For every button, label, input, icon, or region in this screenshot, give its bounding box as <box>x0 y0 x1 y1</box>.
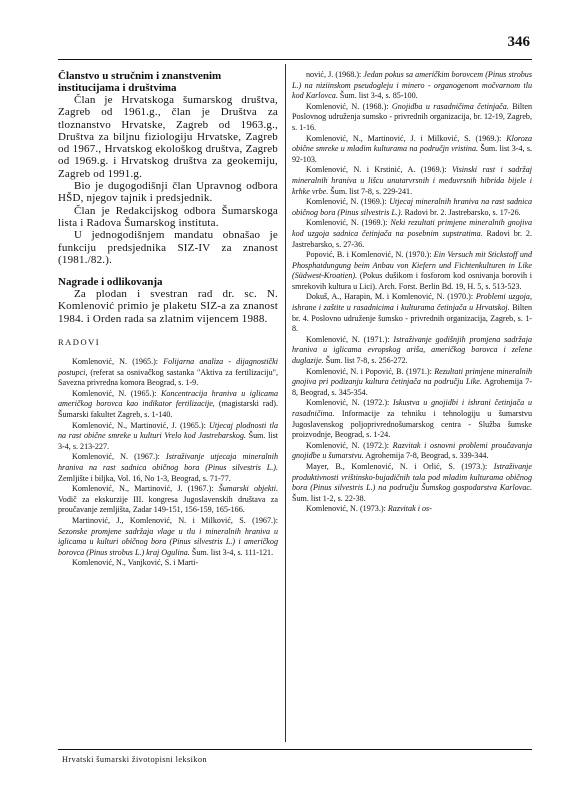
reference-title: Istraživanje utjecaja mineralnih hraniva na rast sadnica običnog bora (Pinus silvestris L.). <box>58 452 278 472</box>
reference-entry <box>58 558 278 569</box>
reference-authors: Komlenović, N. (1968.): <box>306 101 392 111</box>
membership-paragraph: Bio je dugogodišnji član Upravnog odbora HŠD, njegov tajnik i predsjednik. <box>58 180 278 205</box>
reference-authors: Komlenović, N. (1972.): <box>306 398 394 408</box>
reference-source: Šum. list 1-2, s. 22-38. <box>292 493 366 503</box>
reference-authors: Dokuš, A., Harapin, M. i Komlenović, N. (1970.): <box>306 292 476 302</box>
reference-authors: Popović, B. i Komlenović, N. (1970.): <box>306 250 434 260</box>
reference-entry <box>58 516 278 558</box>
awards-paragraph: Za plodan i svestran rad dr. sc. N. Komlenović primio je plaketu SIZ-a za znanost 1984. i Orden rada sa zlatnim vijencem 1988. <box>58 288 278 325</box>
reference-entry <box>292 250 532 292</box>
reference-source: Zemljište i biljka, Vol. 16, No 1-3, Beograd, s. 71-77. <box>58 473 231 483</box>
footer-rule <box>58 749 532 750</box>
reference-source: Šum. list 7-8, s. 256-272. <box>323 356 408 366</box>
reference-title: Neki rezultati primjene mineralnih gnojiva kod uzgoja sadnica četinjača na posebnim supstratima. <box>292 218 532 238</box>
reference-title: Koncentracija hraniva u iglicama američkog borovca kao indikator fertilizacije, <box>58 388 278 409</box>
reference-source: (Pokus dušikom i fosforom kod osnivanja borovih i smrekovih kultura u Lici). Arch. Forst. Berlin Bd. 19, H. 5, s. 513-523. <box>292 271 532 291</box>
reference-source: Šum. list 3-4, s. 92-103. <box>292 144 532 164</box>
reference-source: Šum. list 3-4, s. 85-100. <box>337 91 418 101</box>
reference-source: Radovi br. 2. Jastrebarsko, s. 17-26. <box>402 207 521 217</box>
reference-source: Bilten br. 4. Poslovno udruženje šumsko - privrednih organizacija, Zagreb, s. 1-8. <box>292 303 532 334</box>
reference-entry <box>292 197 532 218</box>
reference-entry <box>292 292 532 334</box>
reference-authors: Komlenović, N., Martinović, J. (1967.): <box>72 484 219 494</box>
reference-entry <box>58 421 278 453</box>
left-column <box>58 70 278 569</box>
references-heading: RADOVI <box>58 337 101 348</box>
reference-authors: Komlenović, N. (1965.): <box>72 388 161 398</box>
reference-title: Razvitak i os- <box>387 504 432 514</box>
reference-entry <box>292 367 532 399</box>
reference-title: Problemi uzgoja, ishrane i zaštite u rasadnicima i kulturama četinjača u Hrvatskoj. <box>292 292 532 313</box>
reference-title: Razvitak i osnovni problemi proučavanja gnojidbe u šumarstvu. <box>292 440 532 461</box>
reference-entry <box>58 389 278 421</box>
reference-title: Ein Versuch mit Stickstoff und Phosphatdungung beim Anbau von Kiefern und Fichtenkulturen in Like (Südwest-Kroatien). <box>292 250 532 281</box>
reference-authors: Komlenović, N., Martinović, J. (1965.): <box>72 420 210 430</box>
reference-source: Bilten Poslovnog udruženja sumsko - privrednih organizacija, br. 12-19, Zagreb, s. 1-16. <box>292 101 532 132</box>
reference-source: Agrohemija 7-8, Beograd, s. 345-354. <box>292 377 532 397</box>
reference-entry <box>292 102 532 134</box>
reference-title: Gnojidba u rasadničima četinjača. <box>391 101 509 111</box>
reference-authors: Komlenović, N., Martinović, J. i Milković, S. (1969.): <box>306 133 507 143</box>
page-number: 346 <box>507 34 530 50</box>
reference-authors: Martinović, J., Komlenović, N. i Milković, S. (1967.): <box>72 515 278 525</box>
reference-title: Istraživanje godišnjih promjena sadržaja hraniva u iglicama evropskog ariša, američkog borovca i zelene duglazije. <box>292 334 532 366</box>
reference-authors: Komlenović, N. (1965.): <box>72 357 164 367</box>
reference-title: Šumarski objekti. <box>218 484 278 494</box>
reference-authors: nović, J. (1968.): <box>306 70 364 79</box>
header-rule <box>58 59 532 60</box>
reference-source: Vodič za ekskurzije III. kongresa Jugoslavenskih društava za proučavanje zemljišta, Zadar 149-151, 156-159, 165-166. <box>58 494 278 515</box>
reference-source: Šum. list 3-4, s. 111-121. <box>189 547 274 557</box>
reference-authors: Komlenović, N. (1973.): <box>306 504 388 514</box>
reference-entry <box>292 165 532 197</box>
reference-authors: Komlenović, N. i Popović, B. (1971.): <box>306 366 435 376</box>
reference-source: Šum. list 3-4, s. 213-227. <box>58 431 278 451</box>
reference-title: Visinski rast i sadržaj mineralnih hraniva u lišcu unutarvrsnih i međuvrsnih hibrida bijele i krhke vrbe. <box>292 165 532 196</box>
reference-entry <box>292 398 532 440</box>
awards-heading: Nagrade i odlikovanja <box>58 276 163 289</box>
reference-entry <box>58 452 278 484</box>
membership-paragraph: Član je Hrvatskoga šumarskog društva, Zagreb od 1961.g., član je Društva za tloznanstvo Hrvatske, Zagreb od 1963.g., Društva za biljnu fiziologiju Hrvatske, Zagreb od 1967., Hrvatskog ekološkog društva, Zagreb od 1969.g. i Hrvatskog društva za geokemiju, Zagreb od 1991.g. <box>58 94 278 180</box>
reference-authors: Komlenović, N. (1969.): <box>306 218 391 228</box>
reference-authors: Komlenović, N. (1967.): <box>72 452 167 462</box>
reference-authors: Komlenović, N. (1971.): <box>306 334 394 344</box>
reference-title: Kloroza obične smreke u mladim kulturama na područjn vristina. <box>292 133 532 154</box>
reference-title: Utjecaj plodnosti tla na rast obične smreke u kulturi Vrelo kod Jastrebarskog. <box>58 420 278 441</box>
reference-title: Sezonske promjene sadržaja vlage u tlu i mineralnih hraniva u iglicama u kulturi običnog bora (Pinus silvestris L.) i američkog borovca (Pinus strobus L.) kraj Ogulina. <box>58 526 278 557</box>
membership-heading: Članstvo u stručnim i znanstvenim institucijama i društvima <box>58 70 222 94</box>
reference-authors: Komlenović, N., Vanjković, S. i Marti- <box>72 558 199 568</box>
reference-title: Jedan pokus sa američkim borovcem (Pinus strobus L.) na niziinskom pseudogleju i minero - organogenom močvarnom tlu kod Karlovca. <box>292 70 532 101</box>
reference-source: (referat sa osnivačkog sastanka "Aktiva za fertilizaciju", Savezna privredna komora Beograd, s. 1-9. <box>58 367 278 388</box>
reference-title: Folijarna analiza - dijagnostički postupci, <box>58 357 278 377</box>
reference-source: Agrohemija 7-8, Beograd, s. 339-344. <box>363 451 489 461</box>
reference-entry <box>292 441 532 462</box>
reference-authors: Mayer, B., Komlenović, N. i Orlić, S. (1973.): <box>306 461 494 471</box>
membership-paragraph: Član je Redakcijskog odbora Šumarskoga lista i Radova Šumarskog instituta. <box>58 204 278 229</box>
column-divider <box>285 64 286 742</box>
reference-authors: Komlenović, N. i Krstinić, A. (1969.): <box>306 165 453 175</box>
reference-title: Utjecaj mineralnih hraniva na rast sadnica običnog bora (Pinus silvestris L.). <box>292 197 532 217</box>
reference-title: Istraživanje produktivnosti vrištinsko-bujadičnih tala pod mladim kulturama običnog bora (Pinus silvestris L.) na području Šumskog gospodarstva Karlovac. <box>292 461 532 493</box>
reference-source: (magistarski rad). Šumarski fakultet Zagreb, s. 1-140. <box>58 399 278 420</box>
reference-title: Rezultati primjene mineralnih gnojiva pri podizanju kultura četinjača na području Like. <box>292 366 532 387</box>
reference-source: Radovi br. 2. Jastrebarsko, s. 27-36. <box>292 228 532 249</box>
reference-entry <box>58 357 278 389</box>
reference-entry <box>292 134 532 166</box>
reference-entry <box>292 218 532 250</box>
reference-entry <box>292 504 532 515</box>
reference-entry <box>292 462 532 504</box>
reference-source: Šum. list 7-8, s. 229-241. <box>328 186 413 196</box>
membership-paragraph: U jednogodišnjem mandatu obnašao je funkciju predsjednika SIZ-IV za znanost (1981./82.). <box>58 229 278 266</box>
right-column <box>292 70 532 515</box>
reference-source: Informacije za tehniku i tehnologiju u šumarstvu Jugoslavenskog poljoprivrednošumarskog centra - Služba šumske proizvodnje, Beograd, s. 1-24. <box>292 409 532 440</box>
reference-authors: Komlenović, N. (1969.): <box>306 197 390 207</box>
reference-entry <box>292 335 532 367</box>
reference-entry <box>58 484 278 516</box>
reference-entry <box>292 70 532 102</box>
reference-authors: Komlenović, N. (1972.): <box>306 440 393 450</box>
reference-title: Iskustva u gnojidbi i ishrani četinjača u rasadničima. <box>292 398 532 418</box>
footer-title: Hrvatski šumarski životopisni leksikon <box>62 755 207 764</box>
